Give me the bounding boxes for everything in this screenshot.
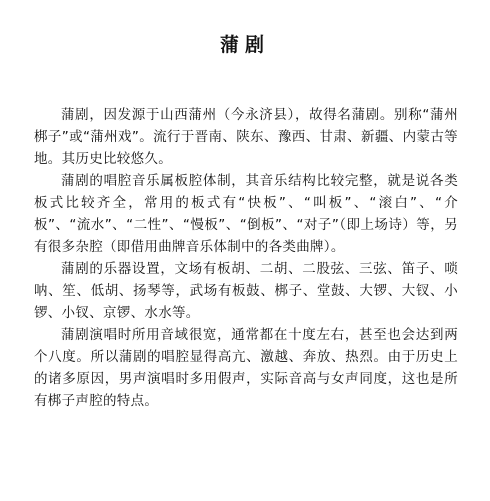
page-title: 蒲剧 bbox=[219, 34, 270, 56]
article-body bbox=[34, 104, 458, 412]
paragraph-instruments: 蒲剧的乐器设置，文场有板胡、二胡、二股弦、三弦、笛子、唢呐、笙、低胡、扬琴等，武场有板鼓、梆子、堂鼓、大锣、大钗、小锣、小钗、京锣、水水等。 bbox=[34, 261, 458, 321]
paragraph-origin: 蒲剧，因发源于山西蒲州（今永济县），故得名蒲剧。别称“蒲州梆子”或“蒲州戏”。流行于晋南、陕东、豫西、甘肃、新疆、内蒙古等地。其历史比较悠久。 bbox=[34, 107, 458, 167]
paragraph-vocal-music: 蒲剧的唱腔音乐属板腔体制，其音乐结构比较完整，就是说各类板式比较齐全，常用的板式有“快板”、“叫板”、“滚白”、“介板”、“流水”、“二性”、“慢板”、“倒板”、“对子”（即上场诗）等，另有很多杂腔（即借用曲牌音乐体制中的各类曲牌）。 bbox=[34, 173, 458, 255]
paragraph-vocal-range: 蒲剧演唱时所用音域很宽，通常都在十度左右，甚至也会达到两个八度。所以蒲剧的唱腔显得高亢、激越、奔放、热烈。由于历史上的诸多原因，男声演唱时多用假声，实际音高与女声同度，这也是所有梆子声腔的特点。 bbox=[34, 327, 458, 409]
